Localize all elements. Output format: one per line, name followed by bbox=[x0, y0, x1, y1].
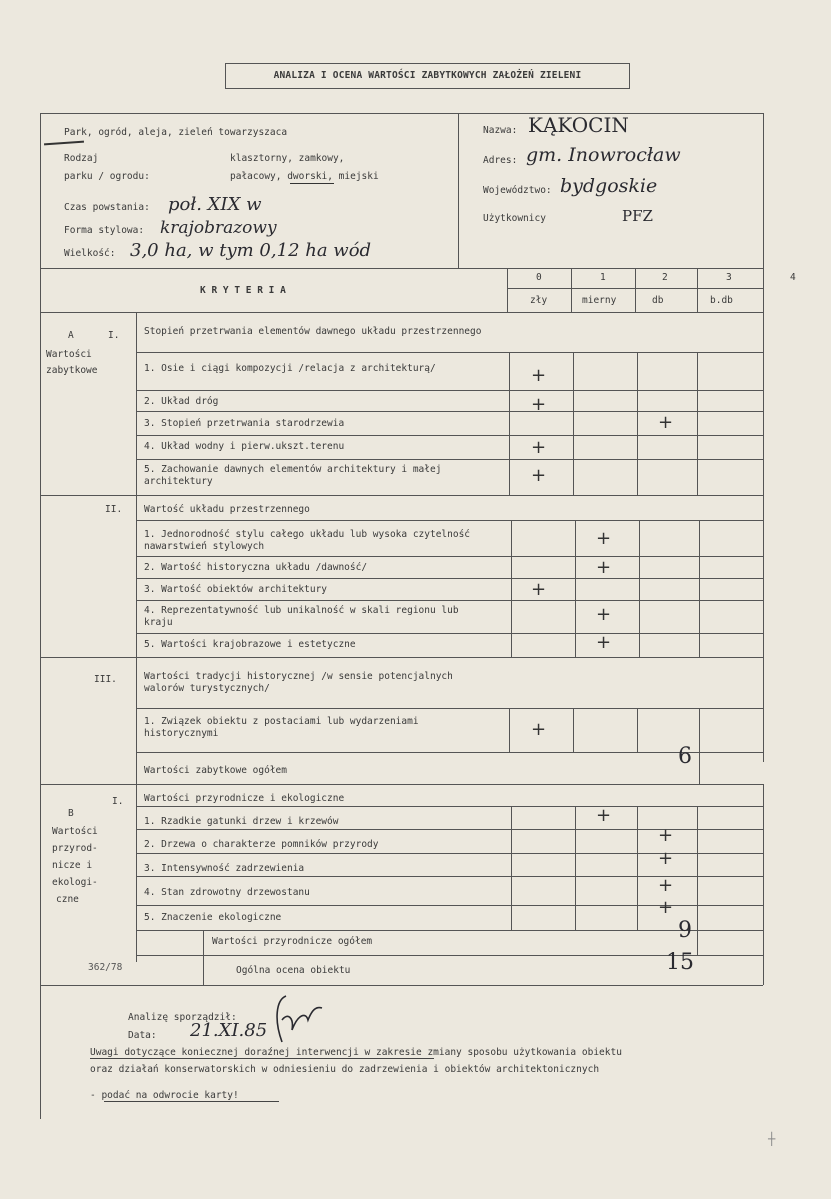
section-b-title-2: przyrod- bbox=[52, 843, 98, 854]
mark-b-1: + bbox=[596, 805, 612, 826]
a-total-value: 6 bbox=[678, 744, 692, 769]
wielkosc-label: Wielkość: bbox=[64, 248, 116, 259]
section-a-roman-1: I. bbox=[108, 330, 120, 341]
parku-label: parku / ogrodu: bbox=[64, 171, 150, 182]
mark-a1-1: + bbox=[531, 365, 547, 386]
a1-heading: Stopień przetrwania elementów dawnego układu przestrzennego bbox=[144, 326, 482, 337]
b-item-1: 1. Rzadkie gatunki drzew i krzewów bbox=[144, 816, 339, 827]
mark-b-3: + bbox=[658, 848, 674, 869]
analyzed-by-label: Analizę sporządził: bbox=[128, 1012, 237, 1023]
overall-label: Ogólna ocena obiektu bbox=[236, 965, 351, 976]
reference-number: 362/78 bbox=[88, 962, 123, 973]
date-label: Data: bbox=[128, 1030, 157, 1041]
park-type-line: Park, ogród, aleja, zieleń towarzyszaca bbox=[64, 127, 288, 138]
a1-item-4: 4. Układ wodny i pierw.ukszt.terenu bbox=[144, 441, 345, 452]
section-a-title-2: zabytkowe bbox=[46, 365, 98, 376]
czas-label: Czas powstania: bbox=[64, 202, 150, 213]
b-total-value: 9 bbox=[678, 918, 692, 943]
uzytkownicy-value: PFZ bbox=[622, 207, 653, 225]
kryteria-header: K R Y T E R I A bbox=[200, 285, 286, 296]
forma-value: krajobrazowy bbox=[160, 218, 277, 238]
col-2-label: db bbox=[652, 295, 664, 306]
b-item-5: 5. Znaczenie ekologiczne bbox=[144, 912, 282, 923]
mark-a2-5: + bbox=[596, 632, 612, 653]
b-item-4: 4. Stan zdrowotny drzewostanu bbox=[144, 887, 310, 898]
wojewodztwo-label: Województwo: bbox=[483, 185, 552, 196]
note-3-underline bbox=[104, 1101, 279, 1102]
section-b-letter: B bbox=[68, 808, 74, 819]
wojewodztwo-value: bydgoskie bbox=[560, 175, 658, 197]
forma-label: Forma stylowa: bbox=[64, 225, 145, 236]
mark-b-2: + bbox=[658, 825, 674, 846]
nazwa-label: Nazwa: bbox=[483, 125, 518, 136]
adres-label: Adres: bbox=[483, 155, 518, 166]
a2-item-2: 2. Wartość historyczna układu /dawność/ bbox=[144, 562, 368, 573]
wielkosc-value: 3,0 ha, w tym 0,12 ha wód bbox=[130, 240, 372, 261]
section-a-letter: A bbox=[68, 330, 74, 341]
mark-a2-1: + bbox=[596, 528, 612, 549]
mark-a3-1: + bbox=[531, 719, 547, 740]
mark-a2-3: + bbox=[531, 579, 547, 600]
dworski-underline bbox=[290, 183, 334, 184]
mark-a1-5: + bbox=[531, 465, 547, 486]
col-0-num: 0 bbox=[536, 272, 542, 283]
corner-cross-mark: ┼ bbox=[768, 1132, 776, 1146]
b-total-label: Wartości przyrodnicze ogółem bbox=[212, 936, 373, 947]
a2-item-4: 4. Reprezentatywność lub unikalność w skali regionu lub kraju bbox=[144, 605, 459, 628]
adres-value: gm. Inowrocław bbox=[526, 144, 681, 166]
a2-item-1: 1. Jednorodność stylu całego układu lub wysoka czytelność nawarstwień stylowych bbox=[144, 529, 471, 552]
rodzaj-options-2: pałacowy, dworski, miejski bbox=[230, 171, 379, 182]
park-underline bbox=[44, 141, 84, 146]
czas-value: poł. XIX w bbox=[168, 194, 262, 215]
nazwa-value: KĄKOCIN bbox=[528, 113, 629, 137]
rodzaj-options-1: klasztorny, zamkowy, bbox=[230, 153, 345, 164]
mark-a2-4: + bbox=[596, 604, 612, 625]
signature-mark bbox=[268, 990, 328, 1053]
a1-item-1: 1. Osie i ciągi kompozycji /relacja z architekturą/ bbox=[144, 363, 436, 374]
a1-item-5: 5. Zachowanie dawnych elementów architektury i małej architektury bbox=[144, 464, 442, 487]
rodzaj-label: Rodzaj bbox=[64, 153, 99, 164]
note-line-3: - podać na odwrocie karty! bbox=[90, 1090, 239, 1101]
a1-item-3: 3. Stopień przetrwania starodrzewia bbox=[144, 418, 345, 429]
section-b-title-1: Wartości bbox=[52, 826, 98, 837]
col-3-label: b.db bbox=[710, 295, 733, 306]
note-line-2: oraz działań konserwatorskich w odniesieniu do zadrzewienia i obiektów architektonicznych bbox=[90, 1064, 600, 1075]
section-b-roman: I. bbox=[112, 796, 124, 807]
a3-heading: Wartości tradycji historycznej /w sensie potencjalnych walorów turystycznych/ bbox=[144, 671, 453, 694]
col-1-label: mierny bbox=[582, 295, 617, 306]
note-underline bbox=[90, 1058, 434, 1059]
col-2-num: 2 bbox=[662, 272, 668, 283]
section-b-title-3: nicze i bbox=[52, 860, 93, 871]
section-a-title-1: Wartości bbox=[46, 349, 92, 360]
uzytkownicy-label: Użytkownicy bbox=[483, 213, 546, 224]
col-3-num: 3 bbox=[726, 272, 732, 283]
mark-a1-3: + bbox=[658, 412, 674, 433]
b-item-2: 2. Drzewa o charakterze pomników przyrody bbox=[144, 839, 379, 850]
mark-b-4: + bbox=[658, 875, 674, 896]
mark-b-5: + bbox=[658, 897, 674, 918]
mark-a2-2: + bbox=[596, 557, 612, 578]
form-title: ANALIZA I OCENA WARTOŚCI ZABYTKOWYCH ZAŁOŻEŃ ZIELENI bbox=[225, 63, 630, 89]
b-item-3: 3. Intensywność zadrzewienia bbox=[144, 863, 305, 874]
b-heading: Wartości przyrodnicze i ekologiczne bbox=[144, 793, 345, 804]
section-b-title-4: ekologi- bbox=[52, 877, 98, 888]
col-4-num: 4 bbox=[790, 272, 796, 283]
date-value: 21.XI.85 bbox=[190, 1020, 268, 1041]
a3-item-1: 1. Związek obiektu z postaciami lub wydarzeniami historycznymi bbox=[144, 716, 419, 739]
a1-item-2: 2. Układ dróg bbox=[144, 396, 219, 407]
a2-item-3: 3. Wartość obiektów architektury bbox=[144, 584, 328, 595]
note-line-1: Uwagi dotyczące koniecznej doraźnej interwencji w zakresie zmiany sposobu użytkowania obiektu bbox=[90, 1047, 622, 1058]
section-a-roman-3: III. bbox=[94, 674, 117, 685]
col-1-num: 1 bbox=[600, 272, 606, 283]
mark-a1-2: + bbox=[531, 394, 547, 415]
a-total-label: Wartości zabytkowe ogółem bbox=[144, 765, 287, 776]
a2-heading: Wartość układu przestrzennego bbox=[144, 504, 310, 515]
a2-item-5: 5. Wartości krajobrazowe i estetyczne bbox=[144, 639, 356, 650]
section-a-roman-2: II. bbox=[105, 504, 123, 515]
col-0-label: zły bbox=[530, 295, 548, 306]
overall-value: 15 bbox=[666, 950, 694, 975]
section-b-title-5: czne bbox=[56, 894, 79, 905]
mark-a1-4: + bbox=[531, 437, 547, 458]
